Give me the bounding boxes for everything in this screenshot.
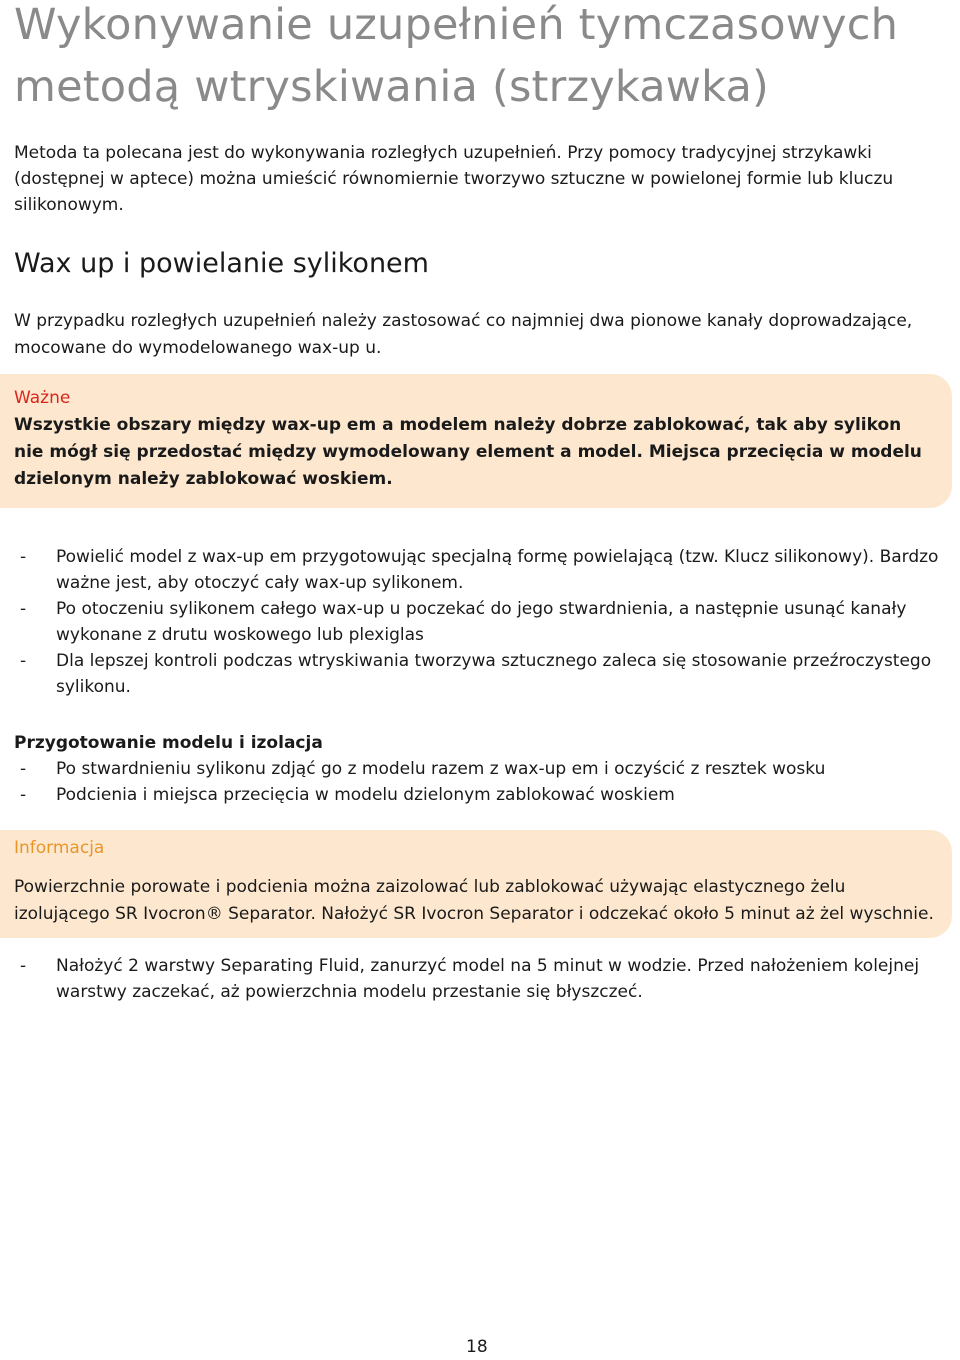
page-title: Wykonywanie uzupełnień tymczasowych metodą wtryskiwania (strzykawka): [14, 0, 899, 112]
dash-bullet: -: [20, 599, 27, 619]
dash-bullet: -: [20, 651, 27, 671]
intro-paragraph: Metoda ta polecana jest do wykonywania rozległych uzupełnień. Przy pomocy tradycyjnej strzykawki (dostępnej w aptece) można umieścić równomiernie tworzywo sztuczne w powielonej formie lub kluczu silikonowym.: [14, 143, 894, 215]
section-heading-preparation: Przygotowanie modelu i izolacja: [14, 733, 323, 753]
list-item: [0, 544, 945, 596]
list-item-text: Po otoczeniu sylikonem całego wax-up u poczekać do jego stwardnienia, a następnie usunąć kanały wykonane z drutu woskowego lub plexiglas: [56, 599, 907, 645]
list-item-text: Dla lepszej kontroli podczas wtryskiwania tworzywa sztucznego zaleca się stosowanie przeźroczystego sylikonu.: [56, 651, 932, 697]
important-callout-label: Ważne: [14, 388, 71, 408]
information-callout-text: Powierzchnie porowate i podcienia można zaizolować lub zablokować używając elastycznego żelu izolującego SR Ivocron® Separator. Nałożyć SR Ivocron Separator i odczekać około 5 minut aż żel wyschnie.: [14, 877, 934, 924]
information-callout-label: Informacja: [14, 838, 105, 858]
list-item: [0, 756, 945, 782]
information-callout: [0, 830, 952, 938]
dash-bullet: -: [20, 547, 27, 567]
list-item-text: Nałożyć 2 warstwy Separating Fluid, zanurzyć model na 5 minut w wodzie. Przed nałożeniem kolejnej warstwy zaczekać, aż powierzchnia modelu przestanie się błyszczeć.: [56, 956, 920, 1002]
list-item: [0, 782, 945, 808]
list-item-text: Powielić model z wax-up em przygotowując specjalną formę powielającą (tzw. Klucz silikonowy). Bardzo ważne jest, aby otoczyć cały wax-up sylikonem.: [56, 547, 939, 593]
list-item: [0, 648, 945, 700]
important-callout-text: Wszystkie obszary między wax-up em a modelem należy dobrze zablokować, tak aby sylikon nie mógł się przedostać między wymodelowany element a model. Miejsca przecięcia w modelu dzielonym należy zablokować woskiem.: [14, 415, 922, 489]
list-item-text: Podcienia i miejsca przecięcia w modelu dzielonym zablokować woskiem: [56, 785, 675, 805]
section-heading-wax-up: Wax up i powielanie sylikonem: [14, 248, 429, 279]
instruction-list-separating-fluid: [0, 953, 945, 1005]
list-item: [0, 596, 945, 648]
dash-bullet: -: [20, 759, 27, 779]
list-item: [0, 953, 945, 1005]
section-wax-up-paragraph: W przypadku rozległych uzupełnień należy zastosować co najmniej dwa pionowe kanały doprowadzające, mocowane do wymodelowanego wax-up u.: [14, 311, 913, 358]
dash-bullet: -: [20, 956, 27, 976]
page-number: 18: [466, 1337, 488, 1357]
important-callout: [0, 374, 952, 508]
instruction-list-preparation: [0, 756, 945, 808]
instruction-list-silicone: [0, 544, 945, 700]
dash-bullet: -: [20, 785, 27, 805]
list-item-text: Po stwardnieniu sylikonu zdjąć go z modelu razem z wax-up em i oczyścić z resztek wosku: [56, 759, 826, 779]
